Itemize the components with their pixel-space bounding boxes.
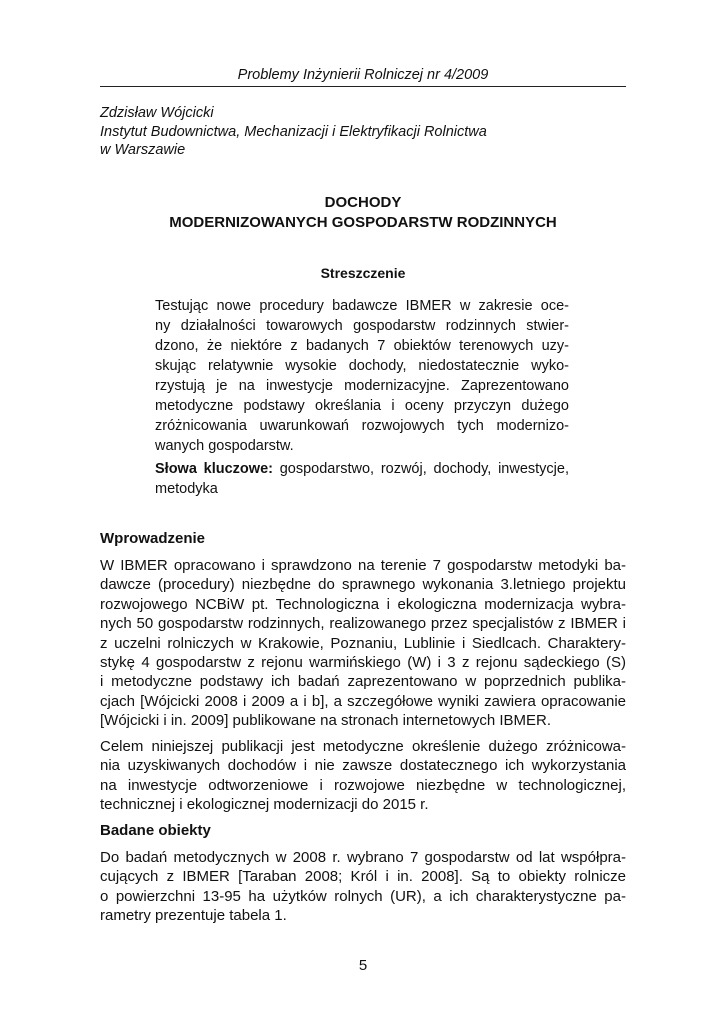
abstract-line: ny działalności towarowych gospodarstw rodzinnych stwier- <box>155 318 569 334</box>
abstract-line: Testując nowe procedury badawcze IBMER w zakresie oce- <box>155 298 569 314</box>
abstract-line: metodyczne podstawy określania i oceny przyczyn dużego <box>155 398 569 414</box>
keywords <box>155 459 569 499</box>
author-affiliation-line1: Instytut Budownictwa, Mechanizacji i Elektryfikacji Rolnictwa <box>100 123 487 140</box>
section-heading: Wprowadzenie <box>100 530 206 547</box>
title-line2: MODERNIZOWANYCH GOSPODARSTW RODZINNYCH <box>169 214 557 231</box>
paragraph-line: W IBMER opracowano i sprawdzono na terenie 7 gospodarstw metodyki ba- <box>100 557 626 574</box>
paragraph-line: z uczelni rolniczych w Krakowie, Poznaniu, Lublinie i Siedlcach. Charaktery- <box>100 634 626 652</box>
abstract-text <box>155 296 569 456</box>
abstract-line: skując relatywnie wysokie dochody, niedostatecznie wyko- <box>155 358 569 374</box>
header-rule <box>100 86 626 87</box>
paragraph-line: Do badań metodycznych w 2008 r. wybrano 7 gospodarstw od lat współpra- <box>100 849 626 866</box>
paragraph-line: cjach [Wójcicki 2008 i 2009 a i b], a szczegółowe wyniki zawiera opracowanie <box>100 692 626 710</box>
intro-paragraph-1 <box>100 556 626 731</box>
author-affiliation-line2: w Warszawie <box>100 142 186 158</box>
section-objects <box>100 821 626 840</box>
paragraph-line: i metodyczne podstawy ich badań zaprezentowano w poprzednich publika- <box>100 673 626 691</box>
paragraph-line: rozwojowego NCBiW pt. Technologiczna i ekologiczna modernizacja wybra- <box>100 595 626 613</box>
section-intro <box>100 529 626 548</box>
abstract-line: zróżnicowania uwarunkowań rozwojowych tych modernizo- <box>155 418 569 434</box>
paragraph-line: dawcze (procedury) niezbędne do sprawnego wykonania 3.letniego projektu <box>100 576 626 594</box>
paragraph-line: o powierzchni 13-95 ha użytków rolnych (UR), a ich charakterystyczne pa- <box>100 887 626 905</box>
keywords-line2: metodyka <box>155 481 218 497</box>
paragraph-line: technicznej i ekologicznej modernizacji do 2015 r. <box>100 796 429 814</box>
paper-title <box>100 193 626 233</box>
paragraph-line: nia uzyskiwanych dochodów i nie zawsze dostatecznego ich wykorzystania <box>100 757 626 775</box>
paragraph-line: Celem niniejszej publikacji jest metodyczne określenie dużego zróżnicowa- <box>100 738 626 755</box>
paragraph-line: stykę 4 gospodarstw z rejonu warmińskiego (W) i 3 z rejonu sądeckiego (S) <box>100 654 626 672</box>
title-line1: DOCHODY <box>324 194 402 211</box>
keywords-line1 <box>155 459 569 479</box>
author-block <box>100 104 487 160</box>
paragraph-line: cujących z IBMER [Taraban 2008; Król i in. 2008]. Są to obiekty rolnicze <box>100 868 626 886</box>
keywords-values: gospodarstwo, rozwój, dochody, inwestycje, <box>272 461 569 477</box>
abstract-line: dzono, że niektóre z badanych 7 obiektów terenowych uzy- <box>155 338 569 354</box>
paragraph-line: na inwestycje odtworzeniowe i rozwojowe niezbędne w technologicznej, <box>100 776 626 794</box>
abstract-heading: Streszczenie <box>320 265 406 281</box>
page-number: 5 <box>358 957 368 974</box>
intro-paragraph-2 <box>100 737 626 815</box>
keywords-label: Słowa kluczowe: <box>155 461 273 477</box>
paragraph-line: nych 50 gospodarstw rodzinnych, realizowanego przez specjalistów z IBMER i <box>100 615 626 633</box>
abstract-line: rzystują je na inwestycje modernizacyjne. Zaprezentowano <box>155 378 569 394</box>
section-heading: Badane obiekty <box>100 822 211 839</box>
abstract-line: wanych gospodarstw. <box>155 438 294 454</box>
paragraph-line: rametry prezentuje tabela 1. <box>100 907 287 925</box>
paragraph-line: [Wójcicki i in. 2009] publikowane na stronach internetowych IBMER. <box>100 712 552 730</box>
objects-paragraph <box>100 848 626 926</box>
running-header: Problemy Inżynierii Rolniczej nr 4/2009 <box>237 67 489 83</box>
author-name: Zdzisław Wójcicki <box>100 105 214 121</box>
